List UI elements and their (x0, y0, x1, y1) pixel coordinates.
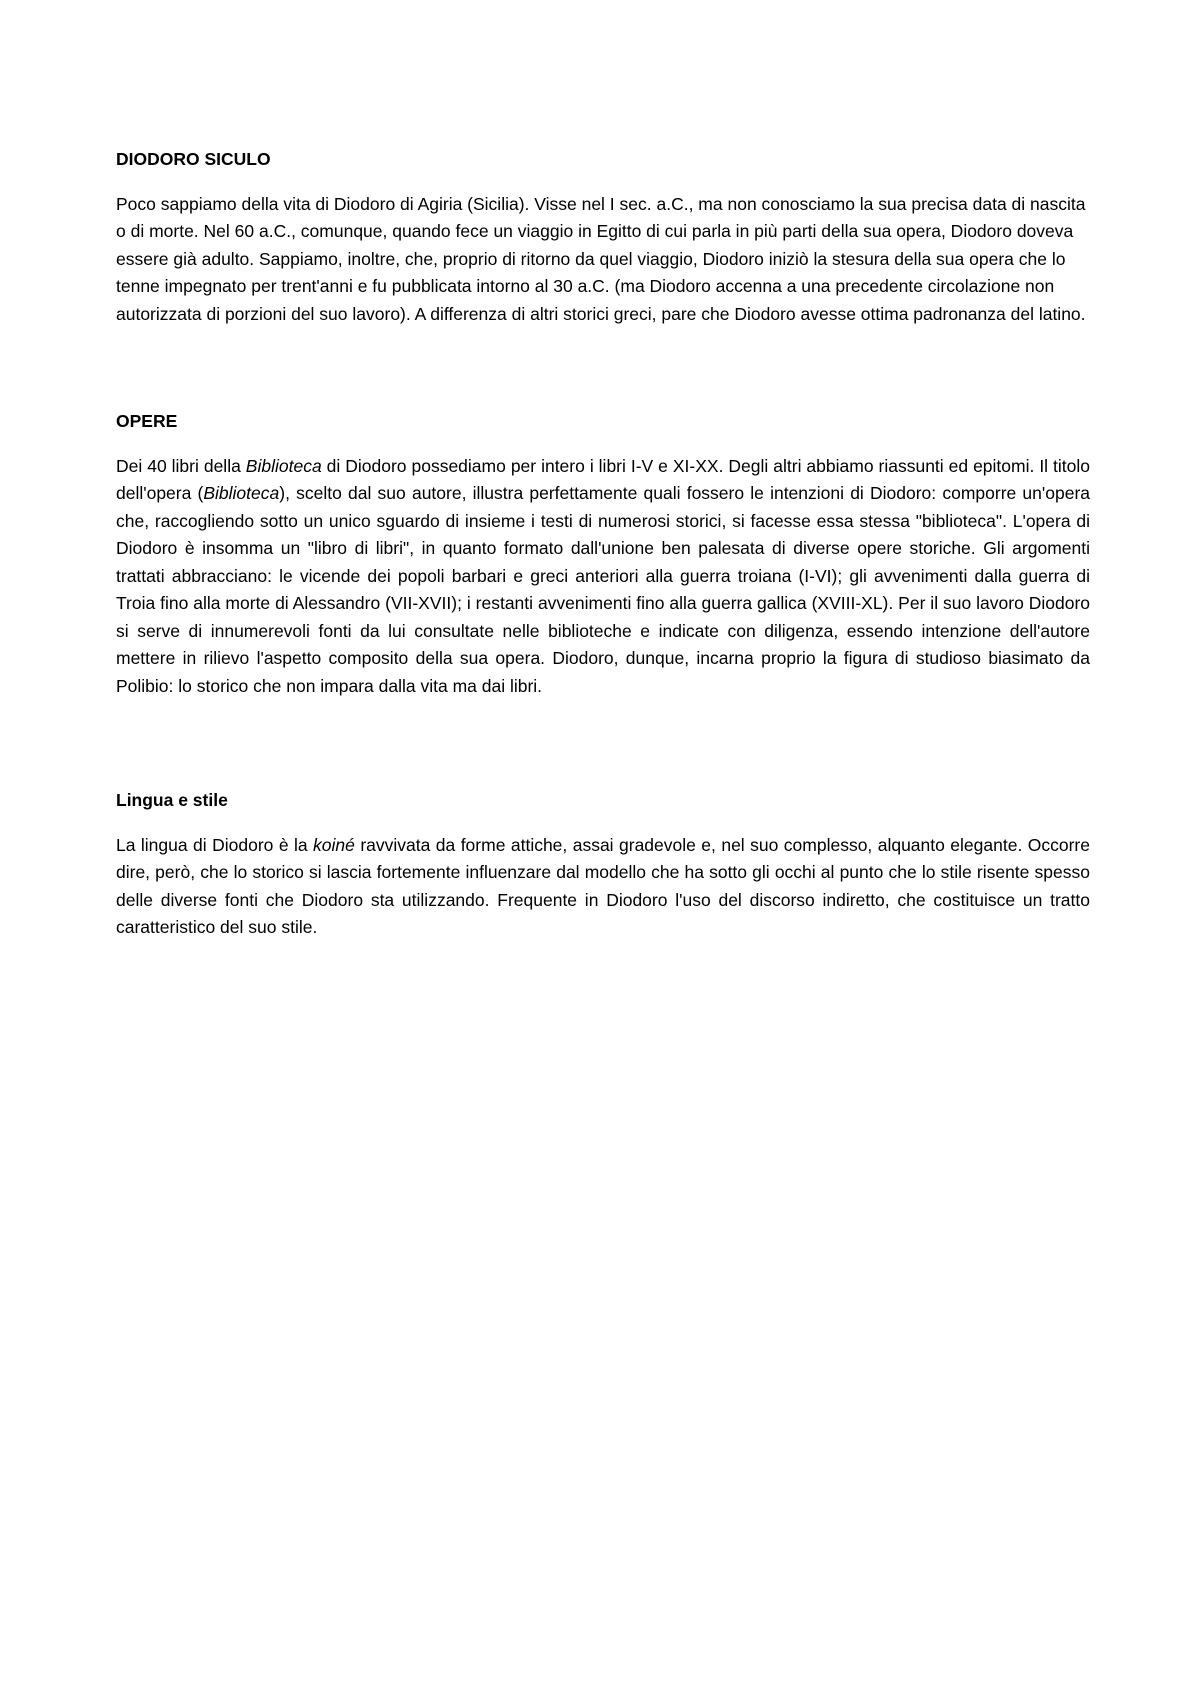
paragraph-text: ), scelto dal suo autore, illustra perfettamente quali fossero le intenzioni di Diodoro: comporre un'opera che, raccogliendo sotto un unico sguardo di insieme i testi di numerosi storici, si facesse essa stessa "biblioteca". L'opera di Diodoro è insomma un "libro di libri", in quanto formato dall'unione ben palesata di diverse opere storiche. Gli argomenti trattati abbracciano: le vicende dei popoli barbari e greci anteriori alla guerra troiana (I-VI); gli avvenimenti dalla guerra di Troia fino alla morte di Alessandro (VII-XVII); i restanti avvenimenti fino alla guerra gallica (XVIII-XL). Per il suo lavoro Diodoro si serve di innumerevoli fonti da lui consultate nelle biblioteche e indicate con diligenza, essendo intenzione dell'autore mettere in rilievo l'aspetto composito della sua opera. Diodoro, dunque, incarna proprio la figura di studioso biasimato da Polibio: lo storico che non impara dalla vita ma dai libri. (116, 483, 1090, 696)
section-paragraph-lingua-e-stile (116, 832, 1090, 942)
section-spacer (116, 700, 1090, 787)
paragraph-text: di Diodoro possediamo per intero i libri I-V e XI-XX. Degli altri abbiamo riassunti ed epitomi. Il titolo dell'opera ( (116, 455, 1090, 503)
document-content (116, 146, 1090, 942)
section-heading-diodoro-siculo: DIODORO SICULO (116, 149, 271, 169)
section-heading-lingua-e-stile: Lingua e stile (116, 790, 228, 810)
paragraph-text: La lingua di Diodoro è la (116, 834, 314, 855)
italic-title: Biblioteca (245, 455, 322, 476)
paragraph-text: ravvivata da forme attiche, assai gradevole e, nel suo complesso, alquanto elegante. Occorre dire, però, che lo storico si lascia fortemente influenzare dal modello che ha sotto gli occhi al punto che lo stile risente spesso delle diverse fonti che Diodoro sta utilizzando. Frequente in Diodoro l'uso del discorso indiretto, che costituisce un tratto caratteristico del suo stile. (116, 834, 1090, 937)
paragraph-text: Poco sappiamo della vita di Diodoro di Agiria (Sicilia). Visse nel I sec. a.C., ma non conosciamo la sua precisa data di nascita o di morte. Nel 60 a.C., comunque, quando fece un viaggio in Egitto di cui parla in più parti della sua opera, Diodoro doveva essere già adulto. Sappiamo, inoltre, che, proprio di ritorno da quel viaggio, Diodoro iniziò la stesura della sua opera che lo tenne impegnato per trent'anni e fu pubblicata intorno al 30 a.C. (ma Diodoro accenna a una precedente circolazione non autorizzata di porzioni del suo lavoro). A differenza di altri storici greci, pare che Diodoro avesse ottima padronanza del latino. (116, 193, 1086, 324)
section-spacer (116, 328, 1090, 408)
paragraph-text: Dei 40 libri della (116, 455, 246, 476)
section-heading-opere: OPERE (116, 411, 178, 431)
section-paragraph-biography (116, 191, 1090, 329)
section-paragraph-opere (116, 453, 1090, 701)
italic-term: koiné (313, 834, 355, 855)
italic-title: Biblioteca (203, 483, 280, 503)
